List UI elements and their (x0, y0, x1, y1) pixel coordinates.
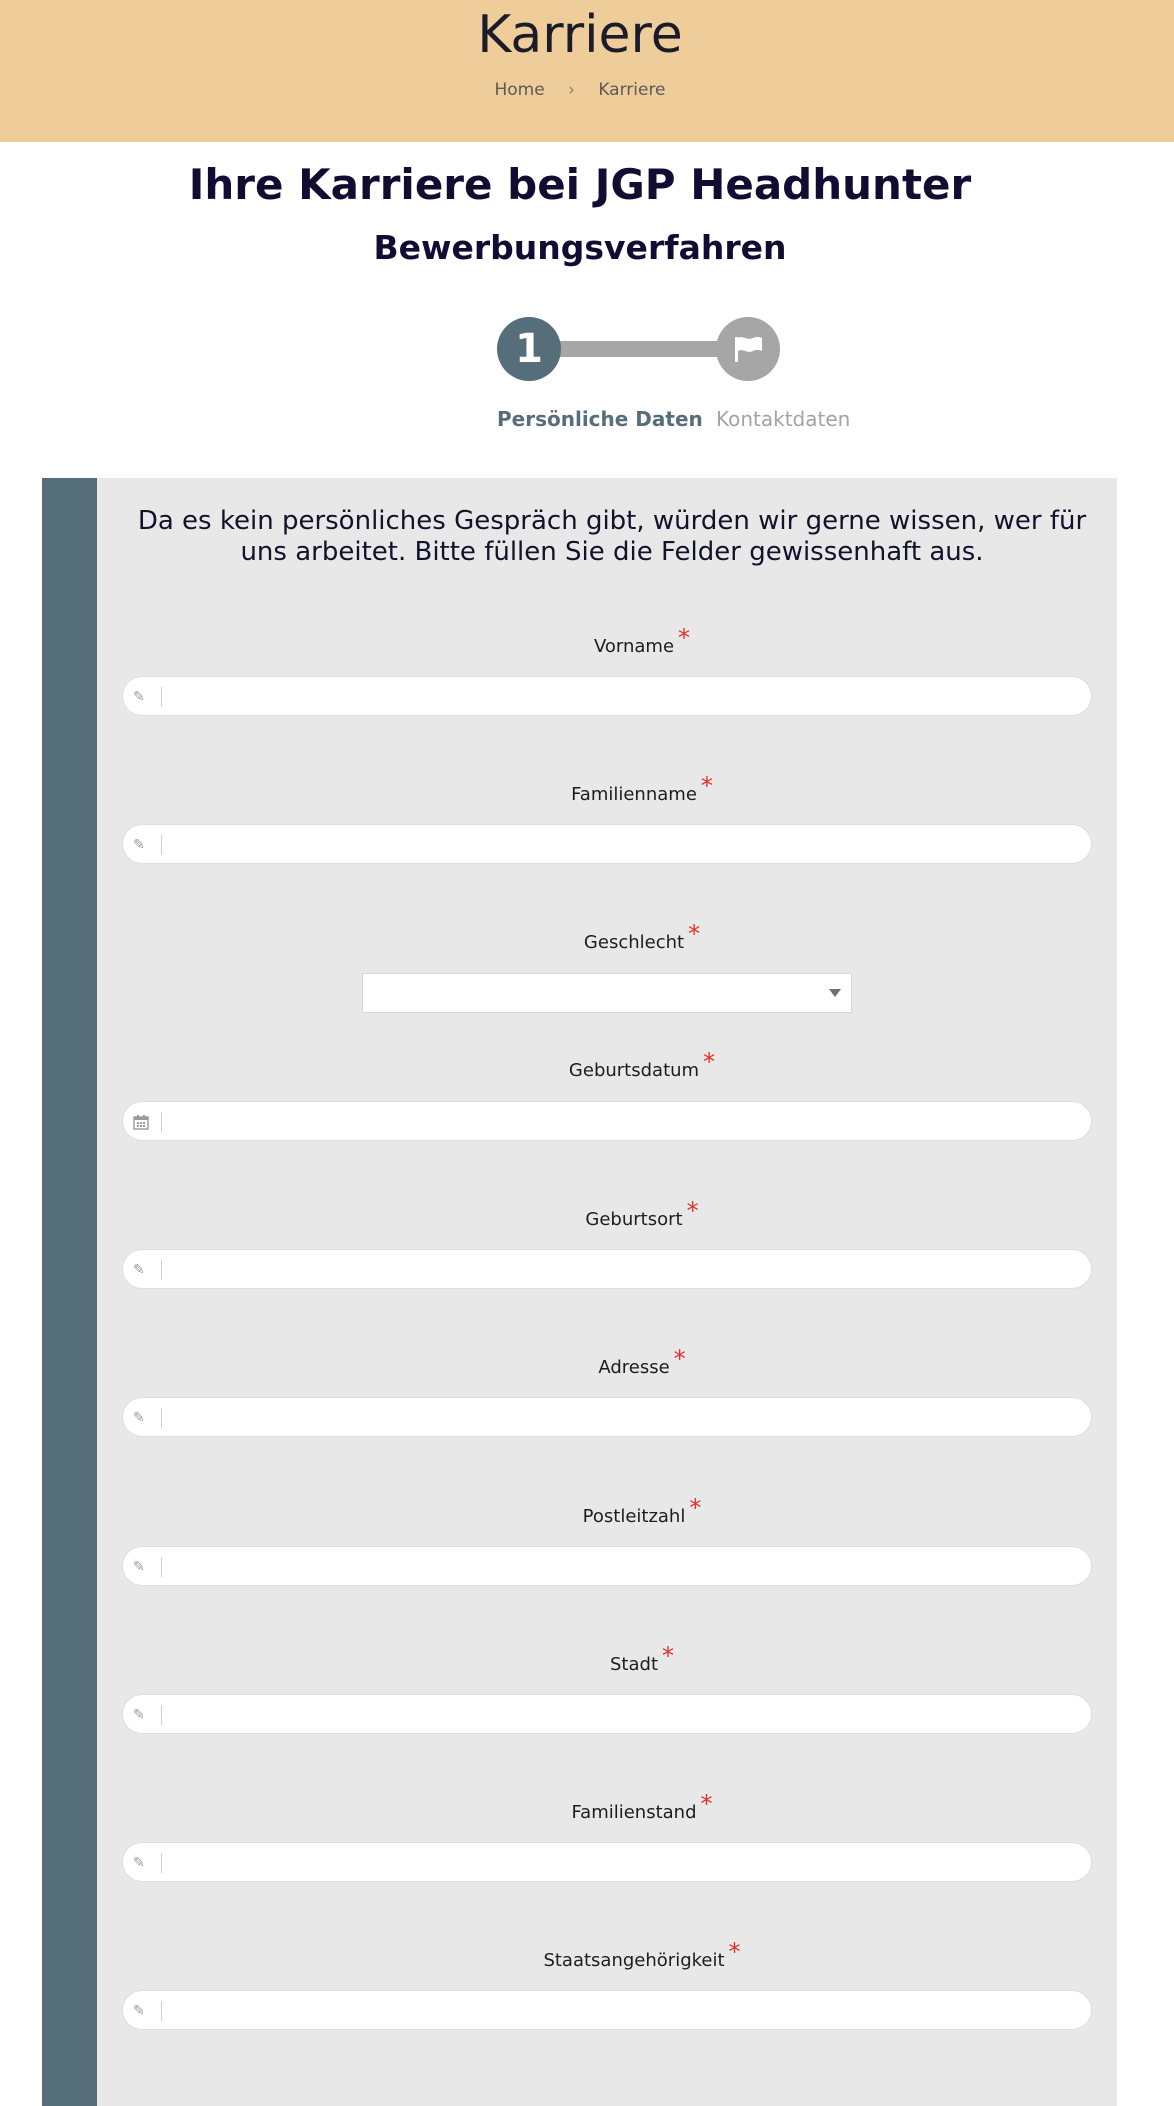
chevron-down-icon (829, 989, 841, 997)
subheadline: Bewerbungsverfahren (373, 228, 787, 267)
geburtsort-input[interactable] (122, 1249, 1092, 1289)
required-marker: * (688, 920, 701, 948)
staatsangehoerigkeit-input[interactable] (122, 1990, 1092, 2030)
label-geburtsort (122, 1197, 1117, 1231)
pencil-icon: ✎ (133, 2003, 145, 2019)
label-stadt (122, 1642, 1117, 1676)
pencil-icon: ✎ (133, 1855, 145, 1871)
label-text: Adresse (598, 1357, 670, 1378)
input-divider (161, 1408, 162, 1428)
stadt-input[interactable] (122, 1694, 1092, 1734)
card-accent-bar (42, 478, 97, 2106)
label-postleitzahl (122, 1494, 1117, 1528)
flag-icon (731, 334, 765, 364)
input-divider (161, 1557, 162, 1577)
pencil-icon: ✎ (133, 1707, 145, 1723)
input-divider (161, 2001, 162, 2021)
label-staatsangehoerigkeit (122, 1938, 1117, 1972)
step-connector (560, 341, 730, 357)
headline: Ihre Karriere bei JGP Headhunter (188, 160, 972, 209)
required-marker: * (700, 772, 713, 800)
label-text: Vorname (593, 636, 675, 657)
required-marker: * (662, 1642, 674, 1670)
input-divider (161, 1260, 162, 1280)
required-marker: * (689, 1494, 702, 1522)
required-marker: * (700, 1790, 713, 1818)
label-familienstand (122, 1790, 1117, 1824)
label-text: Geschlecht (583, 932, 685, 953)
label-geburtsdatum (122, 1048, 1117, 1082)
application-form (42, 478, 1117, 2106)
calendar-icon (133, 1114, 149, 1130)
pencil-icon: ✎ (133, 689, 145, 705)
required-marker: * (673, 1345, 686, 1373)
label-text: Staatsangehörigkeit (543, 1950, 725, 1971)
adresse-input[interactable] (122, 1397, 1092, 1437)
geburtsdatum-input[interactable] (122, 1101, 1092, 1141)
postleitzahl-input[interactable] (122, 1546, 1092, 1586)
label-text: Geburtsdatum (568, 1060, 700, 1081)
step-2-label: Kontaktdaten (716, 407, 851, 431)
step-2-circle (716, 317, 780, 381)
input-divider (161, 835, 162, 855)
form-intro: Da es kein persönliches Gespräch gibt, würden wir gerne wissen, wer für uns arbeitet. Bitte füllen Sie die Felder gewissenhaft aus. (137, 506, 1087, 567)
vorname-input[interactable] (122, 676, 1092, 716)
label-text: Stadt (610, 1654, 658, 1675)
input-divider (161, 1112, 162, 1132)
required-marker: * (728, 1938, 741, 1966)
breadcrumb-current: Karriere (598, 80, 666, 100)
page-title: Karriere (477, 5, 683, 65)
label-familienname (122, 772, 1117, 806)
input-divider (161, 1853, 162, 1873)
label-text: Familienname (571, 784, 697, 805)
label-vorname (122, 624, 1117, 658)
step-number: 1 (515, 326, 543, 372)
breadcrumb-separator-icon: › (568, 80, 575, 100)
label-text: Postleitzahl (582, 1506, 686, 1527)
label-geschlecht (122, 920, 1117, 954)
geschlecht-select[interactable] (362, 973, 852, 1013)
breadcrumb (0, 80, 1160, 100)
input-divider (161, 687, 162, 707)
progress-steps (0, 315, 1174, 445)
pencil-icon: ✎ (133, 1410, 145, 1426)
step-1-label: Persönliche Daten (497, 407, 703, 431)
familienname-input[interactable] (122, 824, 1092, 864)
pencil-icon: ✎ (133, 837, 145, 853)
label-text: Geburtsort (585, 1209, 683, 1230)
required-marker: * (678, 624, 691, 652)
required-marker: * (686, 1197, 699, 1225)
input-divider (161, 1705, 162, 1725)
step-1-circle (497, 317, 561, 381)
label-adresse (122, 1345, 1117, 1379)
pencil-icon: ✎ (133, 1559, 145, 1575)
familienstand-input[interactable] (122, 1842, 1092, 1882)
required-marker: * (703, 1048, 716, 1076)
page-hero (0, 0, 1174, 142)
breadcrumb-home-link[interactable]: Home (494, 80, 545, 100)
label-text: Familienstand (571, 1802, 697, 1823)
pencil-icon: ✎ (133, 1262, 145, 1278)
